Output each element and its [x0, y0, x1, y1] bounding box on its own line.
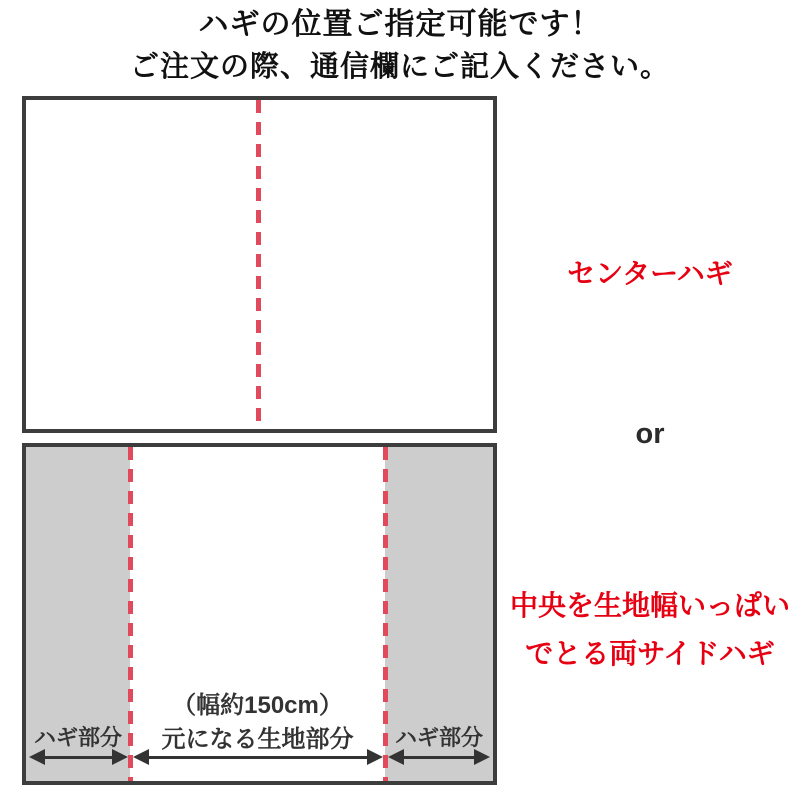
header-line-2: ご注文の際、通信欄にご記入ください。: [129, 51, 670, 83]
arrow-shaft: [149, 756, 367, 759]
center-seam-dashed-line: [256, 100, 261, 429]
arrow-head-right-icon: [474, 749, 490, 765]
center-fabric-label: 元になる生地部分: [161, 726, 354, 753]
center-section-width-arrow: [133, 749, 383, 765]
arrow-shaft: [45, 756, 112, 759]
right-seam-label: ハギ部分: [394, 725, 483, 750]
arrow-shaft: [404, 756, 474, 759]
center-width-label: （幅約150cm）: [172, 692, 343, 719]
left-section-width-arrow: [29, 749, 128, 765]
center-seam-diagram: [22, 96, 497, 433]
left-seam-label: ハギ部分: [33, 725, 122, 750]
side-seam-caption-line-1: 中央を生地幅いっぱい: [509, 590, 790, 621]
arrow-head-right-icon: [112, 749, 128, 765]
arrow-head-left-icon: [29, 749, 45, 765]
side-seam-caption: [500, 582, 800, 678]
center-seam-caption: センターハギ: [567, 258, 733, 289]
or-separator: or: [635, 418, 665, 450]
side-seam-caption-line-2: でとる両サイドハギ: [525, 638, 775, 669]
right-section-width-arrow: [388, 749, 490, 765]
header-line-1: ハギの位置ご指定可能です！: [198, 8, 602, 41]
arrow-head-left-icon: [388, 749, 404, 765]
arrow-head-left-icon: [133, 749, 149, 765]
side-seam-diagram: [22, 443, 497, 785]
arrow-head-right-icon: [367, 749, 383, 765]
